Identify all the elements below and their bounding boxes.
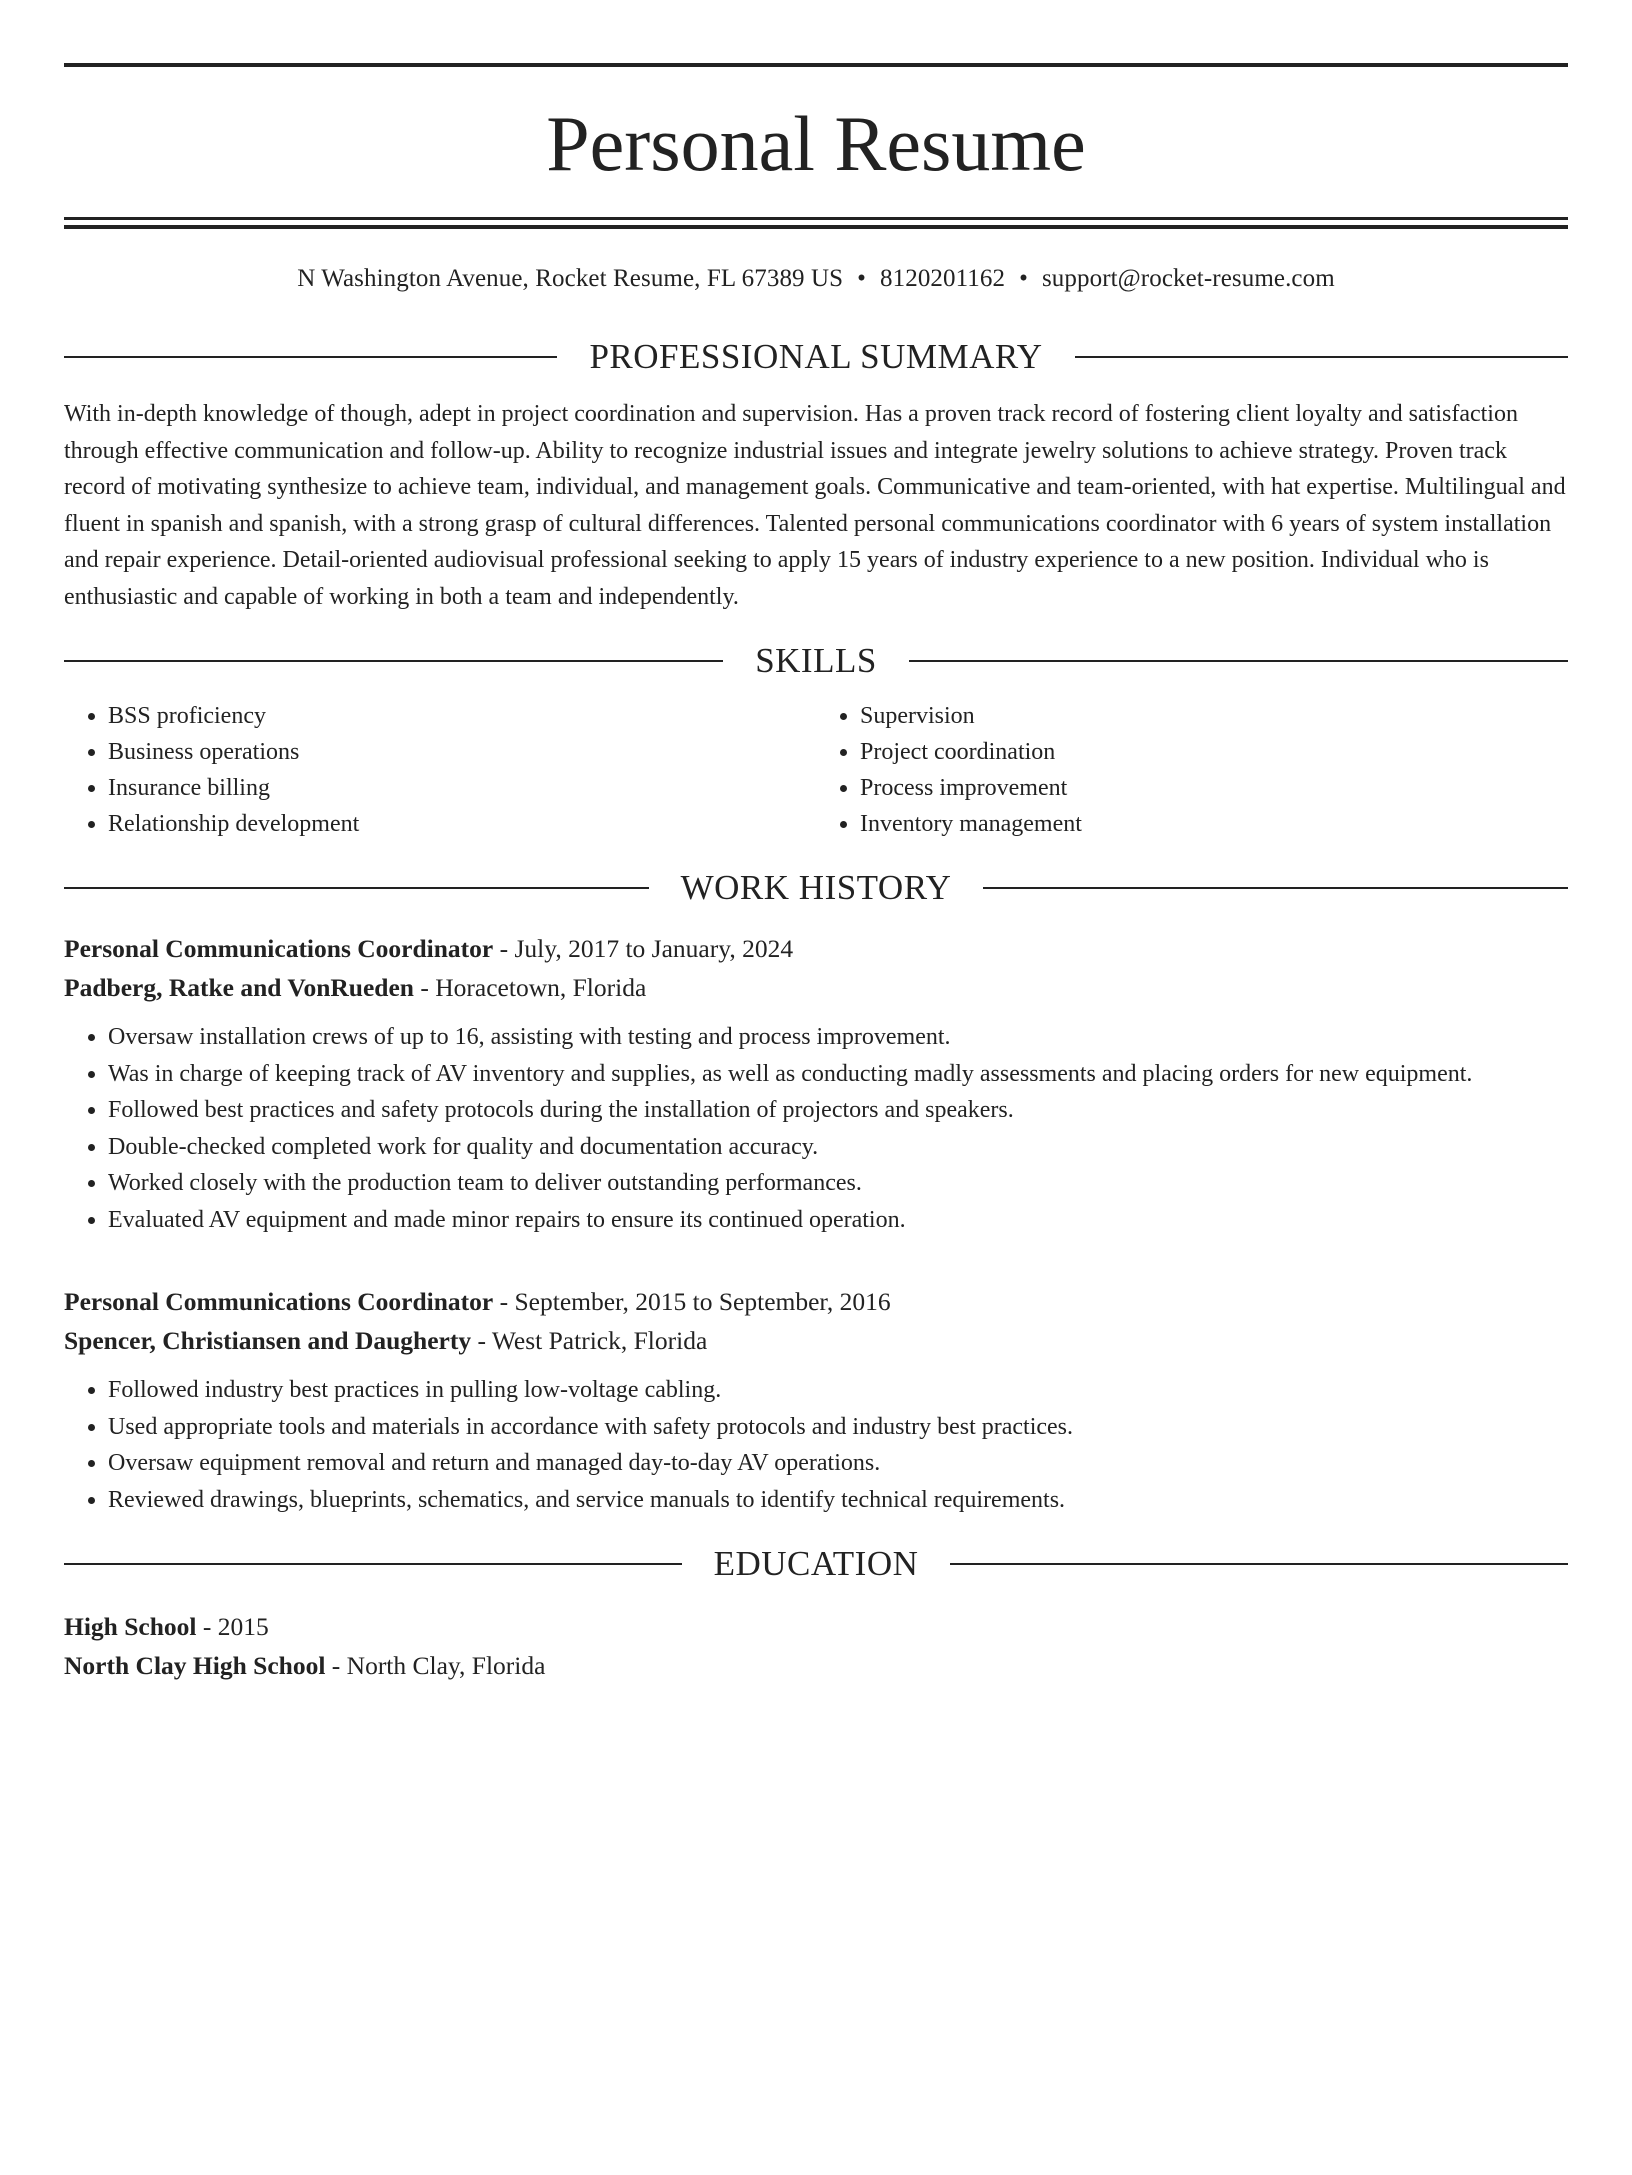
heading-rule-right — [950, 1563, 1568, 1565]
job-bullet: • Followed industry best practices in pulling low-voltage cabling. — [108, 1372, 1568, 1409]
heading-rule-left — [64, 660, 723, 662]
contact-address: N Washington Avenue, Rocket Resume, FL 67389 US — [297, 265, 844, 292]
skill-item: • Supervision — [860, 698, 1568, 734]
job-bullet: • Followed best practices and safety protocols during the installation of projectors and speakers. — [108, 1092, 1568, 1129]
page-title: Personal Resume — [546, 100, 1086, 187]
summary-section-heading — [64, 339, 1568, 374]
skills-column-left — [64, 698, 816, 842]
job-title-line — [64, 929, 1568, 968]
skill-item: • Process improvement — [860, 770, 1568, 806]
skill-item: • BSS proficiency — [108, 698, 816, 734]
education-section-heading — [64, 1546, 1568, 1581]
summary-text: With in-depth knowledge of though, adept in project coordination and supervision. Has a proven track record of fostering client loyalty and satisfaction through effective communication and follow-up. Ability to recognize industrial issues and integrate jewelry solutions to achieve strategy. Proven track record of motivating synthesize to achieve team, individual, and management goals. Communicative and team-oriented, with hat expertise. Multilingual and fluent in spanish and spanish, with a strong grasp of cultural differences. Talented personal communications coordinator with 6 years of system installation and repair experience. Detail-oriented audiovisual professional seeking to apply 15 years of industry experience to a new position. Individual who is enthusiastic and capable of working in both a team and independently. — [64, 401, 1566, 610]
skill-item: • Relationship development — [108, 806, 816, 842]
title-double-rule — [64, 217, 1568, 229]
skill-item: • Project coordination — [860, 734, 1568, 770]
section-title: WORK HISTORY — [680, 868, 952, 907]
job-company: Spencer, Christiansen and Daugherty — [64, 1326, 472, 1355]
job-entry — [64, 1282, 1568, 1518]
contact-separator: • — [857, 265, 867, 292]
education-entry — [64, 1607, 1568, 1685]
job-bullet: • Worked closely with the production team to deliver outstanding performances. — [108, 1165, 1568, 1202]
heading-rule-right — [983, 887, 1568, 889]
education-location: - North Clay, Florida — [325, 1651, 546, 1680]
heading-rule-right — [1075, 356, 1568, 358]
education-year: - 2015 — [196, 1612, 269, 1641]
skill-item: • Insurance billing — [108, 770, 816, 806]
job-dates: - July, 2017 to January, 2024 — [493, 934, 794, 963]
contact-line — [64, 265, 1568, 293]
skills-list — [64, 698, 1568, 842]
top-rule — [64, 63, 1568, 67]
job-bullet: • Double-checked completed work for quality and documentation accuracy. — [108, 1129, 1568, 1166]
job-bullet: • Was in charge of keeping track of AV inventory and supplies, as well as conducting madly assessments and placing orders for new equipment. — [108, 1056, 1568, 1093]
education-degree-line — [64, 1607, 1568, 1646]
job-location: - Horacetown, Florida — [414, 973, 647, 1002]
skills-column-right — [816, 698, 1568, 842]
job-company: Padberg, Ratke and VonRueden — [64, 973, 414, 1002]
job-title: Personal Communications Coordinator — [64, 934, 494, 963]
job-bullets — [64, 1019, 1568, 1238]
education-degree: High School — [64, 1612, 197, 1641]
work-section-heading — [64, 870, 1568, 905]
job-bullet: • Evaluated AV equipment and made minor repairs to ensure its continued operation. — [108, 1202, 1568, 1239]
contact-email: support@rocket-resume.com — [1041, 265, 1335, 292]
job-company-line — [64, 1321, 1568, 1360]
job-title-line — [64, 1282, 1568, 1321]
section-title: SKILLS — [755, 641, 877, 680]
job-location: - West Patrick, Florida — [471, 1326, 708, 1355]
heading-rule-left — [64, 356, 557, 358]
job-title: Personal Communications Coordinator — [64, 1287, 494, 1316]
job-bullet: • Oversaw installation crews of up to 16, assisting with testing and process improvement. — [108, 1019, 1568, 1056]
section-title: PROFESSIONAL SUMMARY — [589, 337, 1043, 376]
resume-page — [0, 63, 1632, 2175]
contact-separator: • — [1019, 265, 1028, 292]
job-dates: - September, 2015 to September, 2016 — [493, 1287, 891, 1316]
heading-rule-right — [909, 660, 1568, 662]
heading-rule-left — [64, 1563, 682, 1565]
section-title: EDUCATION — [713, 1544, 919, 1583]
job-company-line — [64, 968, 1568, 1007]
job-bullet: • Oversaw equipment removal and return and managed day-to-day AV operations. — [108, 1445, 1568, 1482]
job-bullet: • Reviewed drawings, blueprints, schematics, and service manuals to identify technical requirements. — [108, 1482, 1568, 1519]
job-entry — [64, 929, 1568, 1238]
skills-section-heading — [64, 643, 1568, 678]
education-school-line — [64, 1646, 1568, 1685]
skill-item: • Inventory management — [860, 806, 1568, 842]
education-school: North Clay High School — [64, 1651, 326, 1680]
skill-item: • Business operations — [108, 734, 816, 770]
heading-rule-left — [64, 887, 649, 889]
job-bullet: • Used appropriate tools and materials in accordance with safety protocols and industry best practices. — [108, 1409, 1568, 1446]
job-bullets — [64, 1372, 1568, 1518]
contact-phone: 8120201162 — [880, 265, 1006, 292]
